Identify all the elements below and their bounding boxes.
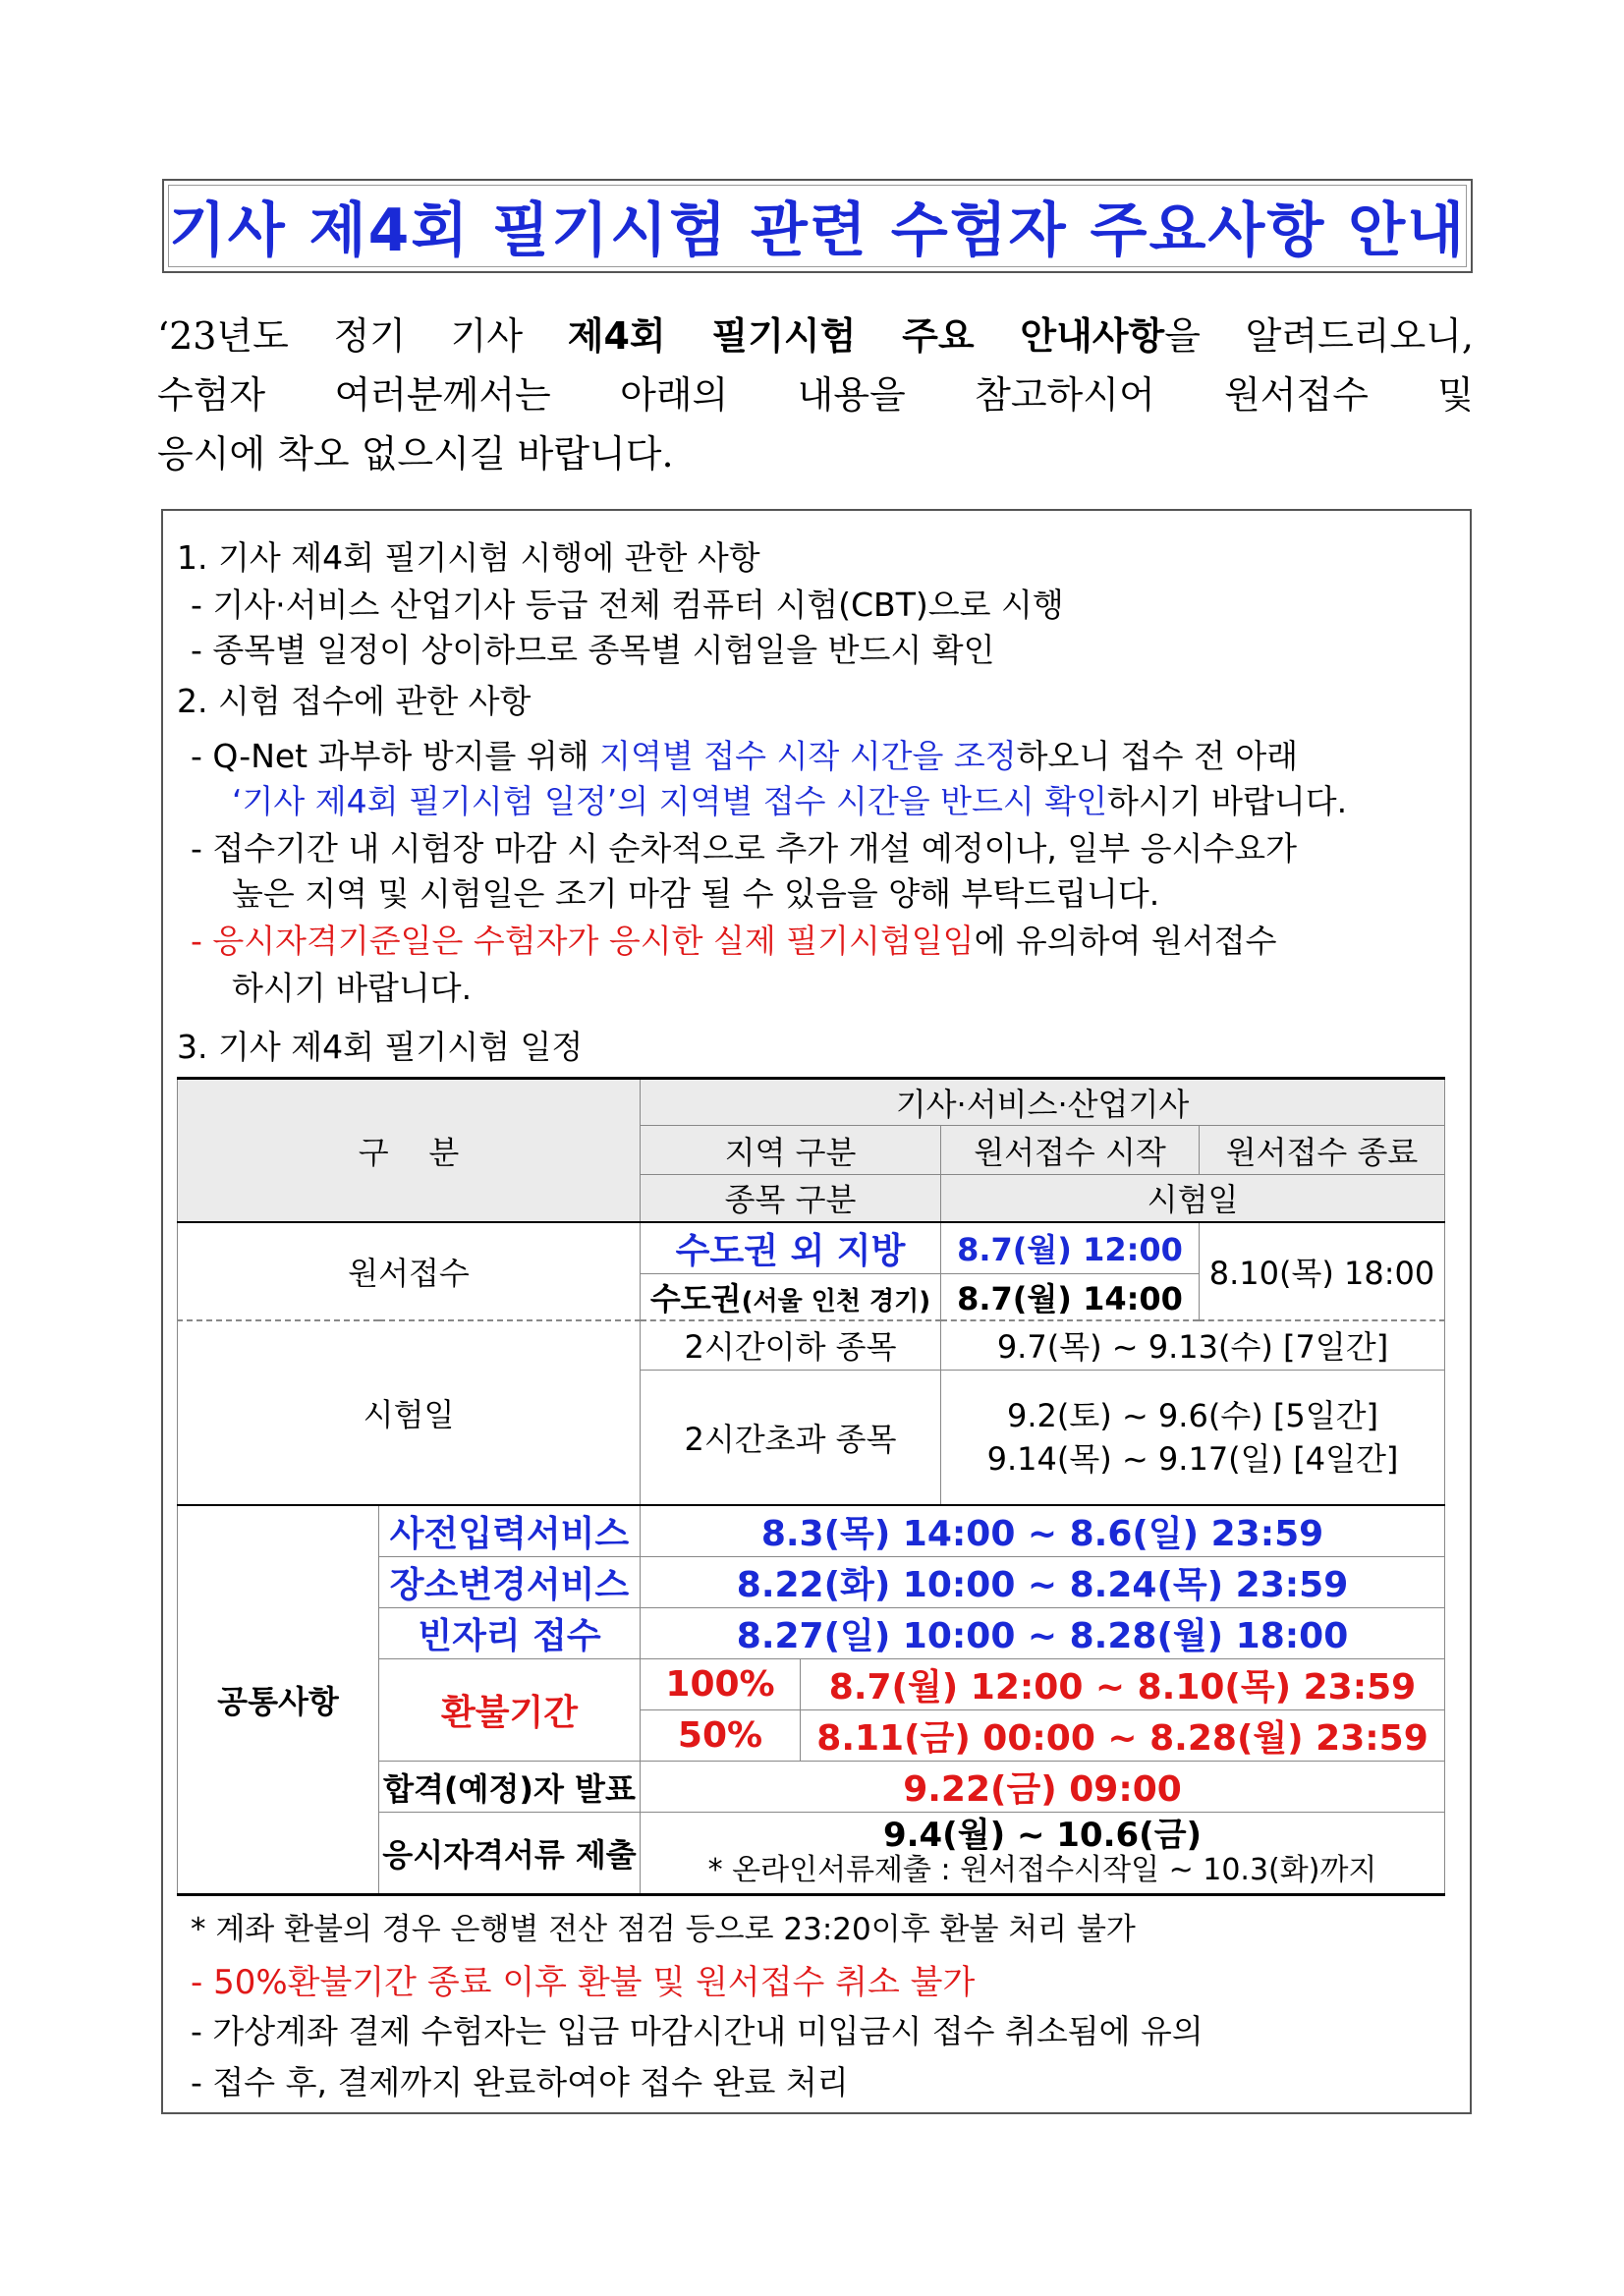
preinput-label: 사전입력서비스	[379, 1505, 641, 1557]
docs-dates-cell	[641, 1813, 1445, 1895]
section-3-heading: 3. 기사 제4회 필기시험 일정	[177, 1028, 584, 1066]
schedule-table	[177, 1077, 1445, 1896]
content-box	[161, 509, 1472, 2114]
refund-50: 50%	[641, 1710, 801, 1762]
over2-dates	[941, 1370, 1445, 1505]
bullet-text: - Q-Net 과부하 방지를 위해	[191, 737, 600, 775]
docs-label: 응시자격서류 제출	[379, 1813, 641, 1895]
region-capital-note: (서울 인천 경기)	[741, 1286, 931, 1316]
vacancy-dates: 8.27(일) 10:00 ~ 8.28(월) 18:00	[641, 1608, 1445, 1659]
bullet-text: 에 유의하여 원서접수	[974, 922, 1277, 960]
pass-label: 합격(예정)자 발표	[379, 1762, 641, 1813]
docs-dates: 9.4(월) ~ 10.6(금)	[882, 1816, 1203, 1855]
intro-text: ‘23년도 정기 기사	[157, 314, 568, 358]
intro-line-1	[157, 307, 1474, 365]
intro-paragraph	[157, 307, 1474, 483]
refund-50-dates: 8.11(금) 00:00 ~ 8.28(월) 23:59	[801, 1710, 1445, 1762]
page-title: 기사 제4회 필기시험 관련 수험자 주요사항 안내	[168, 196, 1467, 265]
region-outside: 수도권 외 지방	[641, 1222, 941, 1274]
header-grade: 기사·서비스·산업기사	[641, 1079, 1445, 1126]
section-1-heading: 1. 기사 제4회 필기시험 시행에 관한 사항	[177, 538, 760, 577]
highlight-blue: 지역별 접수 시작 시간을 조정	[599, 737, 1017, 775]
header-subject: 종목 구분	[641, 1175, 941, 1222]
header-exam-day: 시험일	[941, 1175, 1445, 1222]
intro-line-2: 수험자 여러분께서는 아래의 내용을 참고하시어 원서접수 및	[157, 373, 1474, 417]
section-2-bullet-1-cont	[232, 776, 1347, 822]
section-2-bullet-1	[191, 731, 1298, 777]
venue-label: 장소변경서비스	[379, 1557, 641, 1608]
header-apply-start: 원서접수 시작	[941, 1126, 1200, 1175]
venue-dates: 8.22(화) 10:00 ~ 8.24(목) 23:59	[641, 1557, 1445, 1608]
docs-note: * 온라인서류제출 : 원서접수시작일 ~ 10.3(화)까지	[707, 1853, 1377, 1887]
region-capital-label: 수도권	[649, 1279, 742, 1317]
vacancy-label: 빈자리 접수	[379, 1608, 641, 1659]
title-box	[162, 179, 1473, 273]
row-common-label: 공통사항	[178, 1505, 379, 1895]
header-gubun: 구 분	[178, 1079, 641, 1222]
pass-date: 9.22(금) 09:00	[641, 1762, 1445, 1813]
note-4: - 접수 후, 결제까지 완료하여야 접수 완료 처리	[191, 2063, 849, 2101]
apply-close: 8.10(목) 18:00	[1200, 1222, 1445, 1321]
section-1-bullet-1: - 기사·서비스 산업기사 등급 전체 컴퓨터 시험(CBT)으로 시행	[191, 586, 1064, 624]
note-3: - 가상계좌 결제 수험자는 입금 마감시간내 미입금시 접수 취소됨에 유의	[191, 2012, 1204, 2050]
highlight-blue: ‘기사 제4회 필기시험 일정’의 지역별 접수 시간을 반드시 확인	[232, 782, 1107, 820]
refund-label: 환불기간	[379, 1659, 641, 1762]
intro-text: 을 알려드리오니,	[1164, 314, 1474, 358]
bullet-text: 하시기 바랍니다.	[1106, 782, 1348, 820]
row-exam-label: 시험일	[178, 1320, 641, 1505]
bullet-text: 하오니 접수 전 아래	[1016, 737, 1299, 775]
header-apply-end: 원서접수 종료	[1200, 1126, 1445, 1175]
subject-over2: 2시간초과 종목	[641, 1370, 941, 1505]
refund-100-dates: 8.7(월) 12:00 ~ 8.10(목) 23:59	[801, 1659, 1445, 1710]
section-2-bullet-2-cont: 높은 지역 및 시험일은 조기 마감 될 수 있음을 양해 부탁드립니다.	[232, 874, 1160, 913]
row-apply-label: 원서접수	[178, 1222, 641, 1321]
outside-start: 8.7(월) 12:00	[941, 1222, 1200, 1274]
note-1: * 계좌 환불의 경우 은행별 전산 점검 등으로 23:20이후 환불 처리 불가	[191, 1912, 1136, 1947]
section-2-bullet-3	[191, 916, 1276, 962]
highlight-red: - 응시자격기준일은 수험자가 응시한 실제 필기시험일임	[191, 922, 975, 960]
region-capital	[641, 1273, 941, 1320]
note-2: - 50%환불기간 종료 이후 환불 및 원서접수 취소 불가	[191, 1963, 976, 2002]
intro-bold-text: 제4회 필기시험 주요 안내사항	[567, 314, 1165, 358]
section-2-heading: 2. 시험 접수에 관한 사항	[177, 682, 532, 720]
section-2-bullet-2: - 접수기간 내 시험장 마감 시 순차적으로 추가 개설 예정이나, 일부 응시수요가	[191, 829, 1298, 868]
subject-under2: 2시간이하 종목	[641, 1320, 941, 1370]
section-2-bullet-3-cont: 하시기 바랍니다.	[232, 969, 473, 1007]
capital-start: 8.7(월) 14:00	[941, 1273, 1200, 1320]
refund-100: 100%	[641, 1659, 801, 1710]
intro-line-3: 응시에 착오 없으시길 바랍니다.	[157, 432, 674, 476]
over2-dates-1: 9.2(토) ~ 9.6(수) [5일간]	[1007, 1396, 1379, 1434]
over2-dates-2: 9.14(목) ~ 9.17(일) [4일간]	[986, 1439, 1399, 1478]
section-1-bullet-2: - 종목별 일정이 상이하므로 종목별 시험일을 반드시 확인	[191, 631, 995, 669]
under2-dates: 9.7(목) ~ 9.13(수) [7일간]	[941, 1320, 1445, 1370]
preinput-dates: 8.3(목) 14:00 ~ 8.6(일) 23:59	[641, 1505, 1445, 1557]
header-region: 지역 구분	[641, 1126, 941, 1175]
